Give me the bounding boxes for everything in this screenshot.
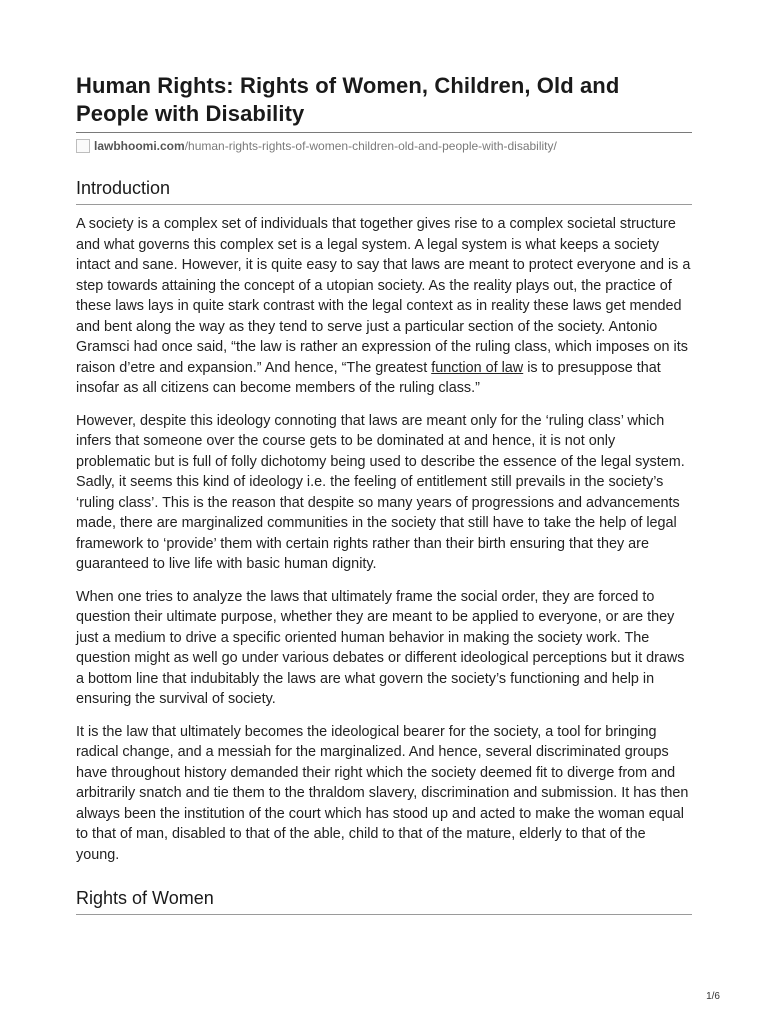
- source-url[interactable]: [76, 137, 692, 155]
- source-path[interactable]: /human-rights-rights-of-women-children-old-and-people-with-disability/: [184, 139, 557, 153]
- page-indicator: 1/6: [706, 991, 720, 1002]
- paragraph-2: However, despite this ideology connoting that laws are meant only for the ‘ruling class’ which infers that someone over the course gets to be dominated at and hence, it is not only problematic but is full of folly dichotomy being used to describe the essence of the legal system. Sadly, it seems this kind of ideology i.e. the feeling of entitlement still prevails in the society’s ‘ruling class’. This is the reason that despite so many years of progressions and advancements made, there are marginalized communities in the society that still have to take the help of legal framework to ‘provide’ them with certain rights rather than their birth ensuring that they are guaranteed to live life with basic human dignity.: [76, 412, 685, 572]
- paragraph-3: When one tries to analyze the laws that ultimately frame the social order, they are forced to question their ultimate purpose, whether they are meant to be applied to everyone, or are they just a medium to drive a specific oriented human behavior in making the society work. The question might as well go under various debates or different ideological perceptions but it draws a bottom line that indubitably the laws are what govern the society’s functioning and help in ensuring the survival of society.: [76, 588, 685, 707]
- paragraph-4: It is the law that ultimately becomes the ideological bearer for the society, a tool for bringing radical change, and a messiah for the marginalized. And hence, several discriminated groups have throughout history demanded their right which the society deemed fit to diverge from and arbitrarily snatch and tie them to the thraldom slavery, discrimination and submission. It has then always been the institution of the court which has stood up and acted to make the woman equal to that of man, disabled to that of the able, child to that of the mature, elderly to that of the young.: [76, 723, 689, 863]
- title-divider: [76, 132, 692, 133]
- section-divider: [76, 914, 692, 915]
- paragraph-1: A society is a complex set of individuals that together gives rise to a complex societal structure and what governs this complex set is a legal system. A legal system is what keeps a society intact and sane. However, it is quite easy to say that laws are meant to protect everyone and is a step towards attaining the concept of a utopian society. As the reality plays out, the practice of these laws lays in quite stark contrast with the legal context as in reality these laws get mended and bent along the way as they tend to serve just a particular section of the society. Antonio Gramsci had once said, “the law is rather an expression of the ruling class, which imposes on its raison d’etre and expansion.” And hence, “The greatest function of law is to presuppose that insofar as all citizens can become members of the ruling class.”: [76, 216, 691, 396]
- favicon-icon: [76, 139, 90, 153]
- function-of-law-link[interactable]: function of law: [431, 359, 524, 376]
- page-title: Human Rights: Rights of Women, Children, Old and People with Disability: [76, 73, 620, 126]
- section-heading-rights-of-women: Rights of Women: [76, 888, 214, 908]
- section-divider: [76, 204, 692, 205]
- source-domain[interactable]: lawbhoomi.com: [94, 139, 185, 153]
- document-page: [76, 72, 692, 924]
- section-heading-introduction: Introduction: [76, 178, 171, 198]
